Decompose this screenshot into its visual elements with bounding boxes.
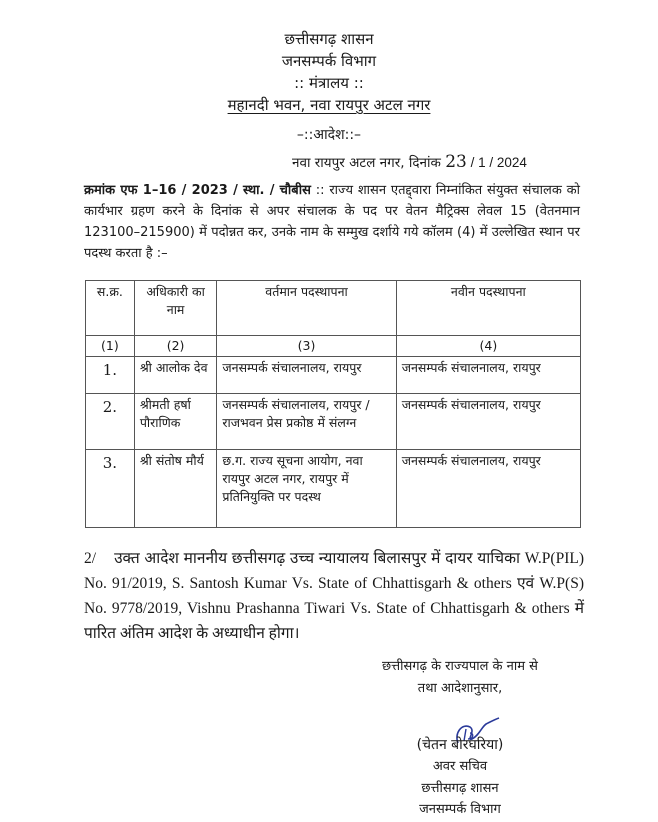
- order-reference: क्रमांक एफ 1–16 / 2023 / स्था. / चौबीस: [84, 183, 311, 198]
- column-number: (4): [396, 336, 580, 357]
- department-name: जनसम्पर्क विभाग: [281, 52, 377, 70]
- header-officer-name: अधिकारी का नाम: [134, 281, 217, 336]
- office-address: महानदी भवन, नवा रायपुर अटल नगर: [227, 96, 431, 114]
- new-posting: जनसम्पर्क संचालनालय, रायपुर: [396, 450, 580, 528]
- signatory-name: (चेतन बोरघरिया): [416, 737, 504, 753]
- serial-number: 1.: [86, 357, 135, 394]
- table-row: [86, 394, 581, 450]
- date-day: 23: [445, 152, 467, 172]
- posting-table: [85, 280, 581, 528]
- signatory-org-2: जनसम्पर्क विभाग: [419, 802, 501, 817]
- signatory-designation: अवर सचिव: [432, 759, 488, 774]
- current-posting: छ.ग. राज्य सूचना आयोग, नवा रायपुर अटल नगर, रायपुर में प्रतिनियुक्ति पर पदस्थ: [217, 450, 396, 528]
- date-rest: / 1 / 2024: [466, 155, 527, 170]
- order-body: :: राज्य शासन एतद्द्वारा निम्नांकित संयुक्त संचालक को कार्यभार ग्रहण करने के दिनांक से अपर संचालक के पद पर वेतन मैट्रिक्स लेवल 15 (वेतनमान 123100–215900) में पदोन्नत कर, उनके नाम के सम्मुख दर्शाये गये कॉलम (4) में उल्लेखित स्थान पर पदस्थ करता है :–: [84, 183, 580, 261]
- header-current-posting: वर्तमान पदस्थापना: [217, 281, 396, 336]
- table-row: [86, 450, 581, 528]
- current-posting: जनसम्पर्क संचालनालय, रायपुर: [217, 357, 396, 394]
- clause-text: उक्त आदेश माननीय छत्तीसगढ़ उच्च न्यायालय बिलासपुर में दायर याचिका W.P(PIL) No. 91/2019, S. Santosh Kumar Vs. State of Chhattisgarh & others एवं W.P(S) No. 9778/2019, Vishnu Prashanna Tiwari Vs. State of Chhattisgarh & others में पारित अंतिम आदेश के अध्याधीन होगा।: [84, 550, 584, 642]
- authority-line-2: तथा आदेशानुसार,: [417, 681, 503, 696]
- date-place: नवा रायपुर अटल नगर, दिनांक: [292, 155, 441, 171]
- table-header-row: [86, 281, 581, 336]
- serial-number: 2.: [86, 394, 135, 450]
- officer-name: श्री संतोष मौर्य: [134, 450, 217, 528]
- clause-number: 2/: [84, 550, 97, 567]
- officer-name: श्रीमती हर्षा पौराणिक: [134, 394, 217, 450]
- column-number-row: [86, 336, 581, 357]
- signatory-org-1: छत्तीसगढ़ शासन: [421, 781, 499, 796]
- ministry-label: :: मंत्रालय ::: [294, 74, 364, 92]
- column-number: (2): [134, 336, 217, 357]
- authority-line-1: छत्तीसगढ़ के राज्यपाल के नाम से: [382, 659, 538, 674]
- header-serial: स.क्र.: [86, 281, 135, 336]
- serial-number: 3.: [86, 450, 135, 528]
- new-posting: जनसम्पर्क संचालनालय, रायपुर: [396, 394, 580, 450]
- current-posting: जनसम्पर्क संचालनालय, रायपुर / राजभवन प्रेस प्रकोष्ठ में संलग्न: [217, 394, 396, 450]
- order-title: –::आदेश::–: [296, 127, 362, 143]
- header-new-posting: नवीन पदस्थापना: [396, 281, 580, 336]
- clause-2-paragraph: [84, 546, 584, 646]
- column-number: (1): [86, 336, 135, 357]
- date-line: [292, 152, 527, 172]
- govt-name: छत्तीसगढ़ शासन: [284, 30, 374, 48]
- order-paragraph: [84, 180, 580, 264]
- table-row: [86, 357, 581, 394]
- column-number: (3): [217, 336, 396, 357]
- officer-name: श्री आलोक देव: [134, 357, 217, 394]
- new-posting: जनसम्पर्क संचालनालय, रायपुर: [396, 357, 580, 394]
